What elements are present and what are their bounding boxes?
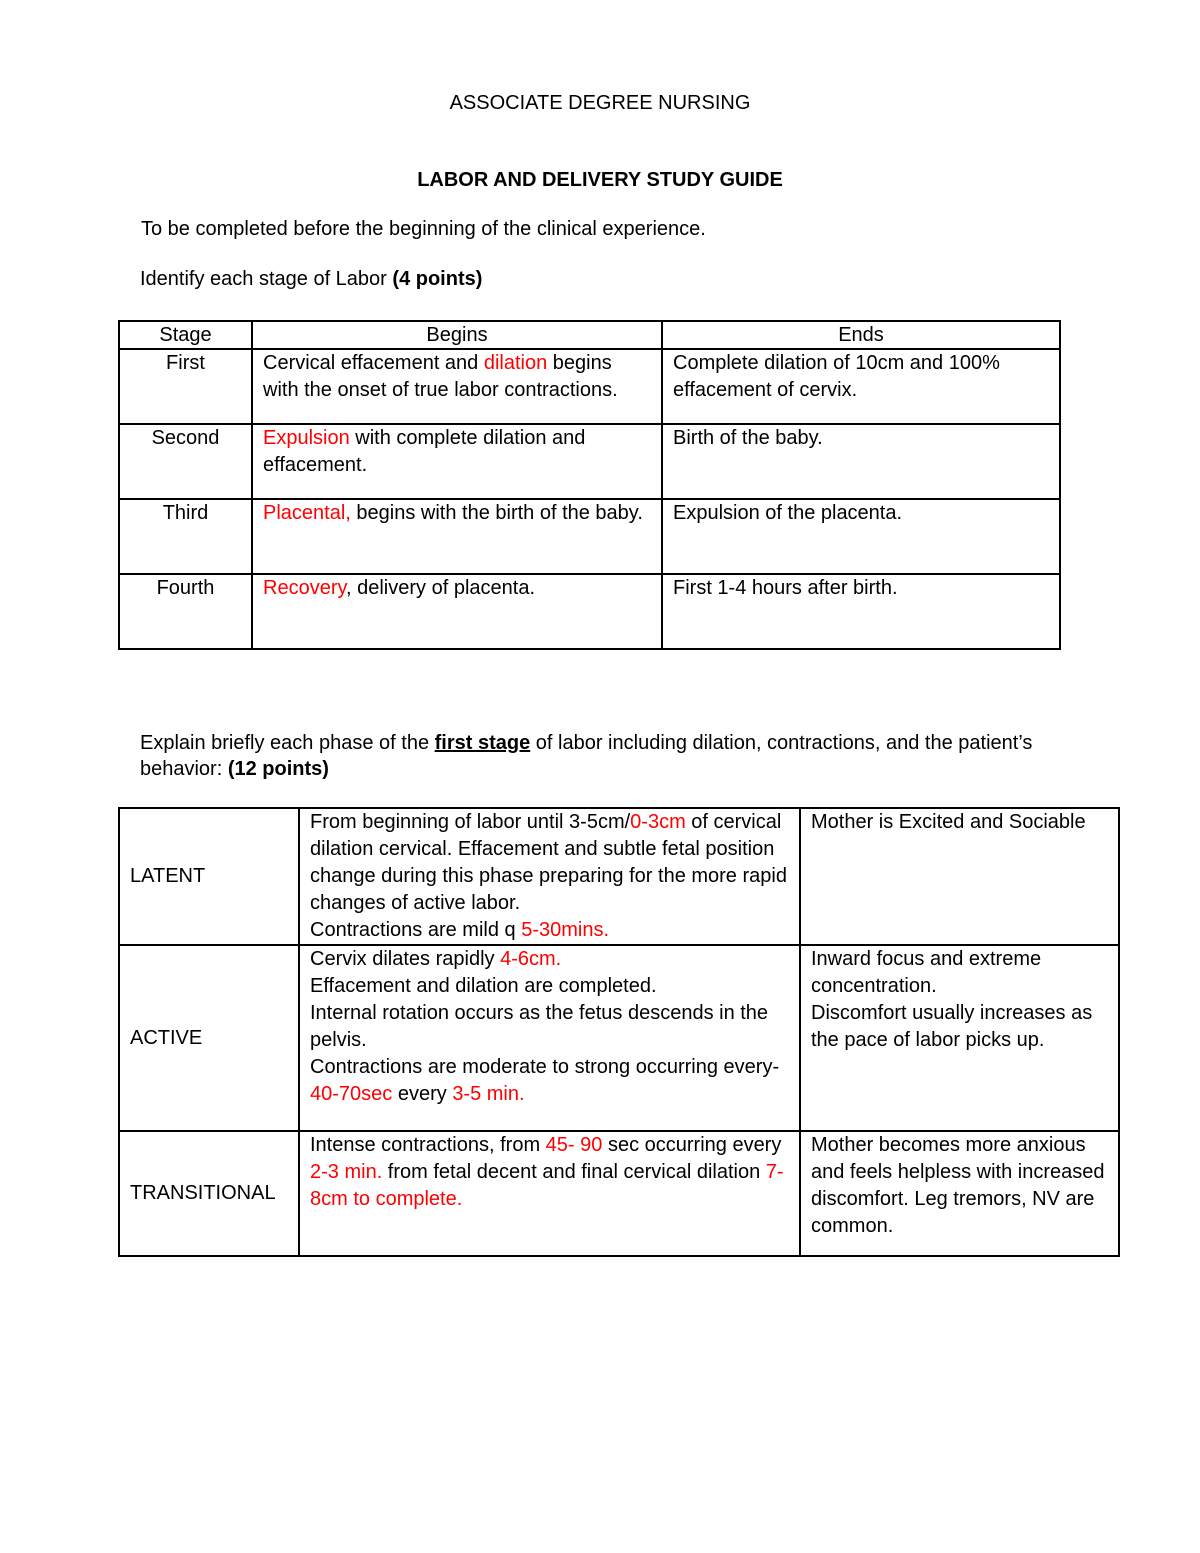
header-cell-begins: Begins xyxy=(252,321,662,349)
begins-cell xyxy=(252,349,662,424)
phase-cell: ACTIVE xyxy=(119,945,299,1131)
highlighted-text: 5-30mins. xyxy=(521,919,610,941)
cell-text: Inward focus and extreme concentration. xyxy=(811,948,1042,997)
table-row xyxy=(119,499,1060,574)
description-cell xyxy=(299,945,800,1131)
highlighted-text: Expulsion xyxy=(263,427,350,449)
highlighted-text: 3-5 min. xyxy=(452,1083,525,1105)
cell-text: Internal rotation occurs as the fetus descends in the pelvis. xyxy=(310,1002,769,1051)
stage-cell: First xyxy=(119,349,252,424)
highlighted-text: 4-6cm. xyxy=(500,948,562,970)
highlighted-text: 0-3cm xyxy=(630,811,686,833)
cell-text: from fetal decent and final cervical dilation xyxy=(382,1161,766,1183)
cell-text: Effacement and dilation are completed. xyxy=(310,975,657,997)
cell-text: Cervical effacement and xyxy=(263,352,484,374)
description-cell xyxy=(299,1131,800,1256)
cell-text: of cervical dilation cervical. Effacement and subtle fetal position change during this phase preparing for the more rapid changes of active labor. xyxy=(310,811,787,914)
highlighted-text: Placental, xyxy=(263,502,351,524)
cell-text: Contractions are mild q xyxy=(310,919,522,941)
stages-points: (4 points) xyxy=(392,268,483,290)
table-row xyxy=(119,424,1060,499)
begins-cell xyxy=(252,574,662,649)
cell-text: begins with the onset of true labor contractions. xyxy=(263,352,618,401)
cell-text: Discomfort usually increases as the pace of labor picks up. xyxy=(811,1002,1093,1051)
phase-cell: LATENT xyxy=(119,808,299,945)
table-row xyxy=(119,1131,1119,1256)
cell-text: Mother becomes more anxious and feels helpless with increased discomfort. Leg tremors, NV are common. xyxy=(811,1134,1105,1237)
table-row xyxy=(119,349,1060,424)
phases-prompt-pre: Explain briefly each phase of the xyxy=(140,732,435,754)
stage-cell: Fourth xyxy=(119,574,252,649)
organization-heading: ASSOCIATE DEGREE NURSING xyxy=(449,92,751,114)
cell-text: every xyxy=(392,1083,453,1105)
begins-cell xyxy=(252,424,662,499)
highlighted-text: 45- 90 xyxy=(545,1134,603,1156)
phases-table xyxy=(118,807,1120,1257)
begins-cell xyxy=(252,499,662,574)
highlighted-text: 7-8cm to complete. xyxy=(310,1161,784,1210)
cell-text: sec occurring every xyxy=(602,1134,782,1156)
behavior-cell xyxy=(800,808,1119,945)
description-cell xyxy=(299,808,800,945)
header-cell-ends: Ends xyxy=(662,321,1060,349)
stages-header-row xyxy=(119,321,1060,349)
stages-table xyxy=(118,320,1061,650)
stage-cell: Third xyxy=(119,499,252,574)
stage-cell: Second xyxy=(119,424,252,499)
cell-text: with complete dilation and effacement. xyxy=(263,427,586,476)
highlighted-text: Recovery xyxy=(263,577,346,599)
highlighted-text: dilation xyxy=(483,352,548,374)
ends-cell: First 1-4 hours after birth. xyxy=(662,574,1060,649)
behavior-cell xyxy=(800,945,1119,1131)
phases-points: (12 points) xyxy=(227,758,329,780)
stages-prompt xyxy=(140,268,482,291)
highlighted-text: 2-3 min. xyxy=(310,1161,383,1183)
table-row xyxy=(119,808,1119,945)
document-title: LABOR AND DELIVERY STUDY GUIDE xyxy=(417,169,783,191)
cell-text: From beginning of labor until 3-5cm/ xyxy=(310,811,631,833)
phase-cell: TRANSITIONAL xyxy=(119,1131,299,1256)
table-row xyxy=(119,574,1060,649)
ends-cell: Birth of the baby. xyxy=(662,424,1060,499)
ends-cell: Expulsion of the placenta. xyxy=(662,499,1060,574)
header-cell-stage: Stage xyxy=(119,321,252,349)
cell-text: Mother is Excited and Sociable xyxy=(811,811,1086,833)
completion-note: To be completed before the beginning of the clinical experience. xyxy=(141,218,706,240)
highlighted-text: 40-70sec xyxy=(310,1083,393,1105)
behavior-cell xyxy=(800,1131,1119,1256)
cell-text: Cervix dilates rapidly xyxy=(310,948,501,970)
phases-prompt-post: of labor including dilation, contractions, and the patient’s behavior: xyxy=(140,732,1033,780)
table-row xyxy=(119,945,1119,1131)
phases-prompt-emphasis: first stage xyxy=(434,732,531,754)
ends-cell: Complete dilation of 10cm and 100% effacement of cervix. xyxy=(662,349,1060,424)
cell-text: , delivery of placenta. xyxy=(346,577,535,599)
cell-text: Contractions are moderate to strong occurring every- xyxy=(310,1056,780,1078)
phases-prompt xyxy=(140,730,1040,782)
stages-prompt-text: Identify each stage of Labor xyxy=(140,268,393,290)
cell-text: Intense contractions, from xyxy=(310,1134,546,1156)
cell-text: begins with the birth of the baby. xyxy=(350,502,643,524)
